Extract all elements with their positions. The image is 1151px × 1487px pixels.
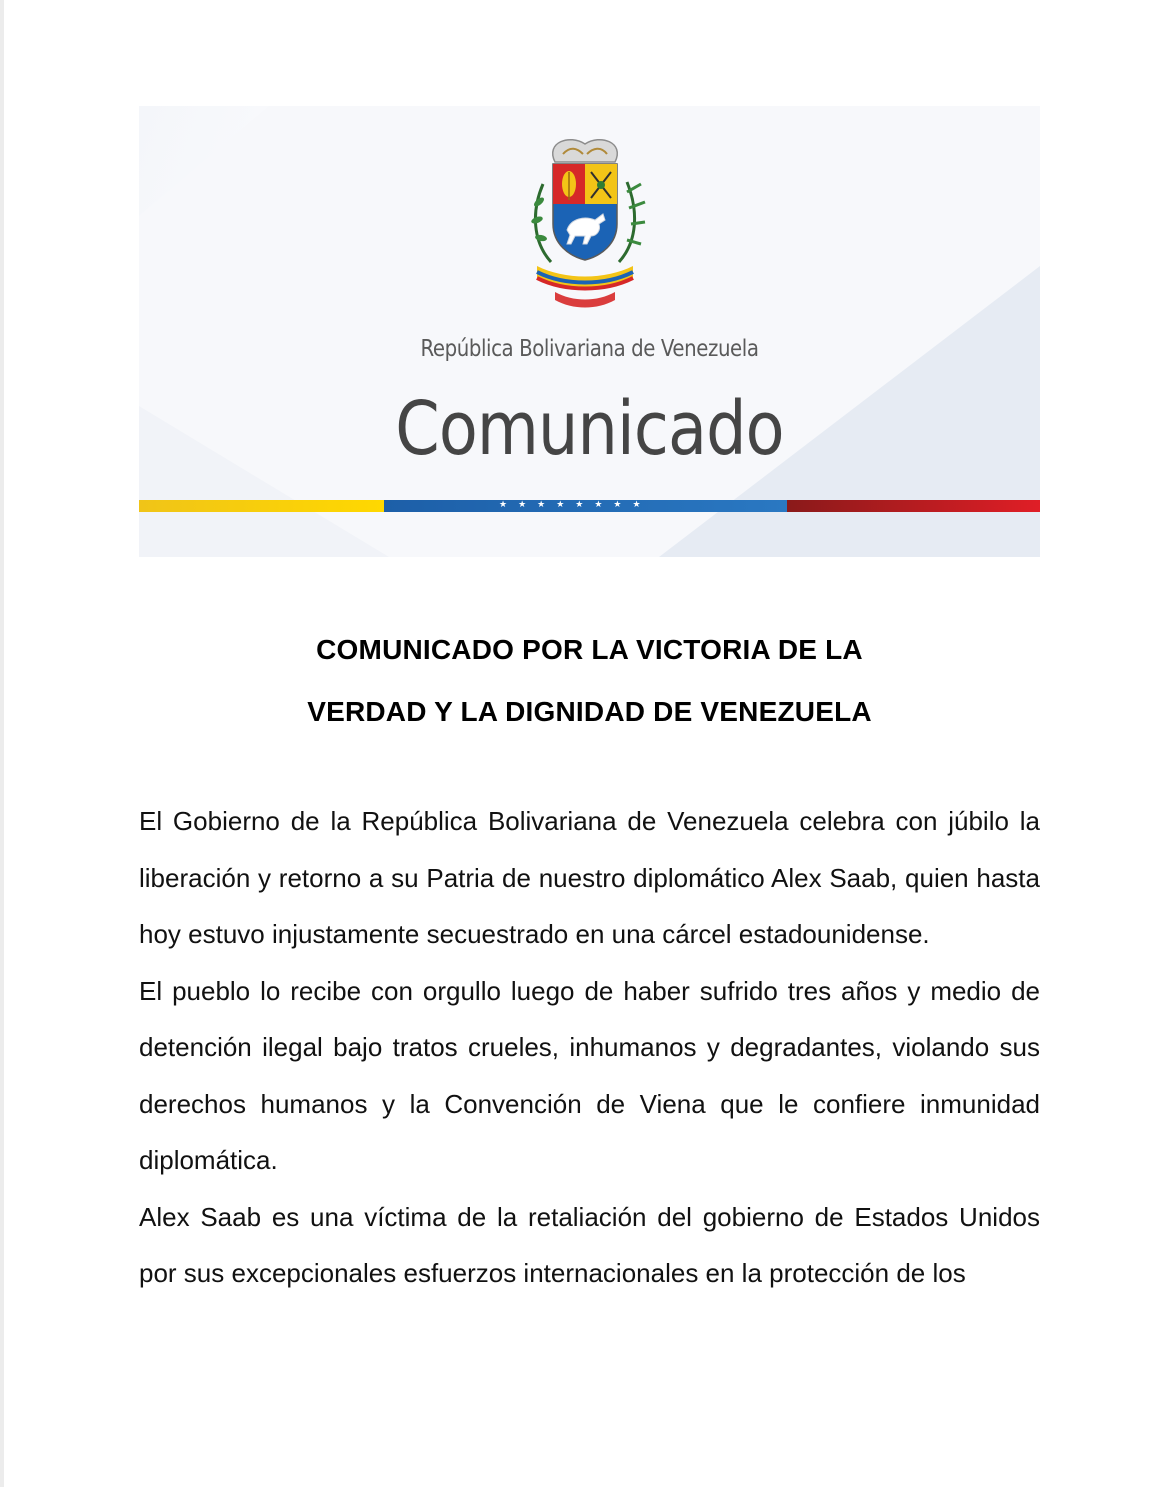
header-banner <box>139 106 1040 557</box>
paragraph-3: Alex Saab es una víctima de la retaliación del gobierno de Estados Unidos por sus excepcionales esfuerzos internacionales en la protección de los <box>139 1201 1040 1288</box>
page-edge <box>0 0 4 1487</box>
paragraph-1: El Gobierno de la República Bolivariana de Venezuela celebra con júbilo la liberación y retorno a su Patria de nuestro diplomático Alex Saab, quien hasta hoy estuvo injustamente secuestrado en una cárcel estadounidense. <box>139 806 1040 949</box>
title-line-1: COMUNICADO POR LA VICTORIA DE LA <box>316 634 863 665</box>
flag-stripe-red <box>787 500 1040 512</box>
title-line-2: VERDAD Y LA DIGNIDAD DE VENEZUELA <box>307 696 872 727</box>
stars-icon: ★★★★★★★★ <box>499 500 652 510</box>
banner-title: Comunicado <box>395 386 784 472</box>
flag-stripe-yellow <box>139 500 384 512</box>
flag-stripe-blue <box>384 500 787 512</box>
flag-stripe <box>139 500 1040 512</box>
document-body <box>139 793 1040 1302</box>
paragraph-2: El pueblo lo recibe con orgullo luego de haber sufrido tres años y medio de detención ilegal bajo tratos crueles, inhumanos y degradantes, violando sus derechos humanos y la Convención de Viena que le confiere inmunidad diplomática. <box>139 975 1040 1175</box>
republic-name: República Bolivariana de Venezuela <box>420 336 759 362</box>
coat-of-arms-icon <box>515 132 655 310</box>
document-title <box>139 619 1040 743</box>
